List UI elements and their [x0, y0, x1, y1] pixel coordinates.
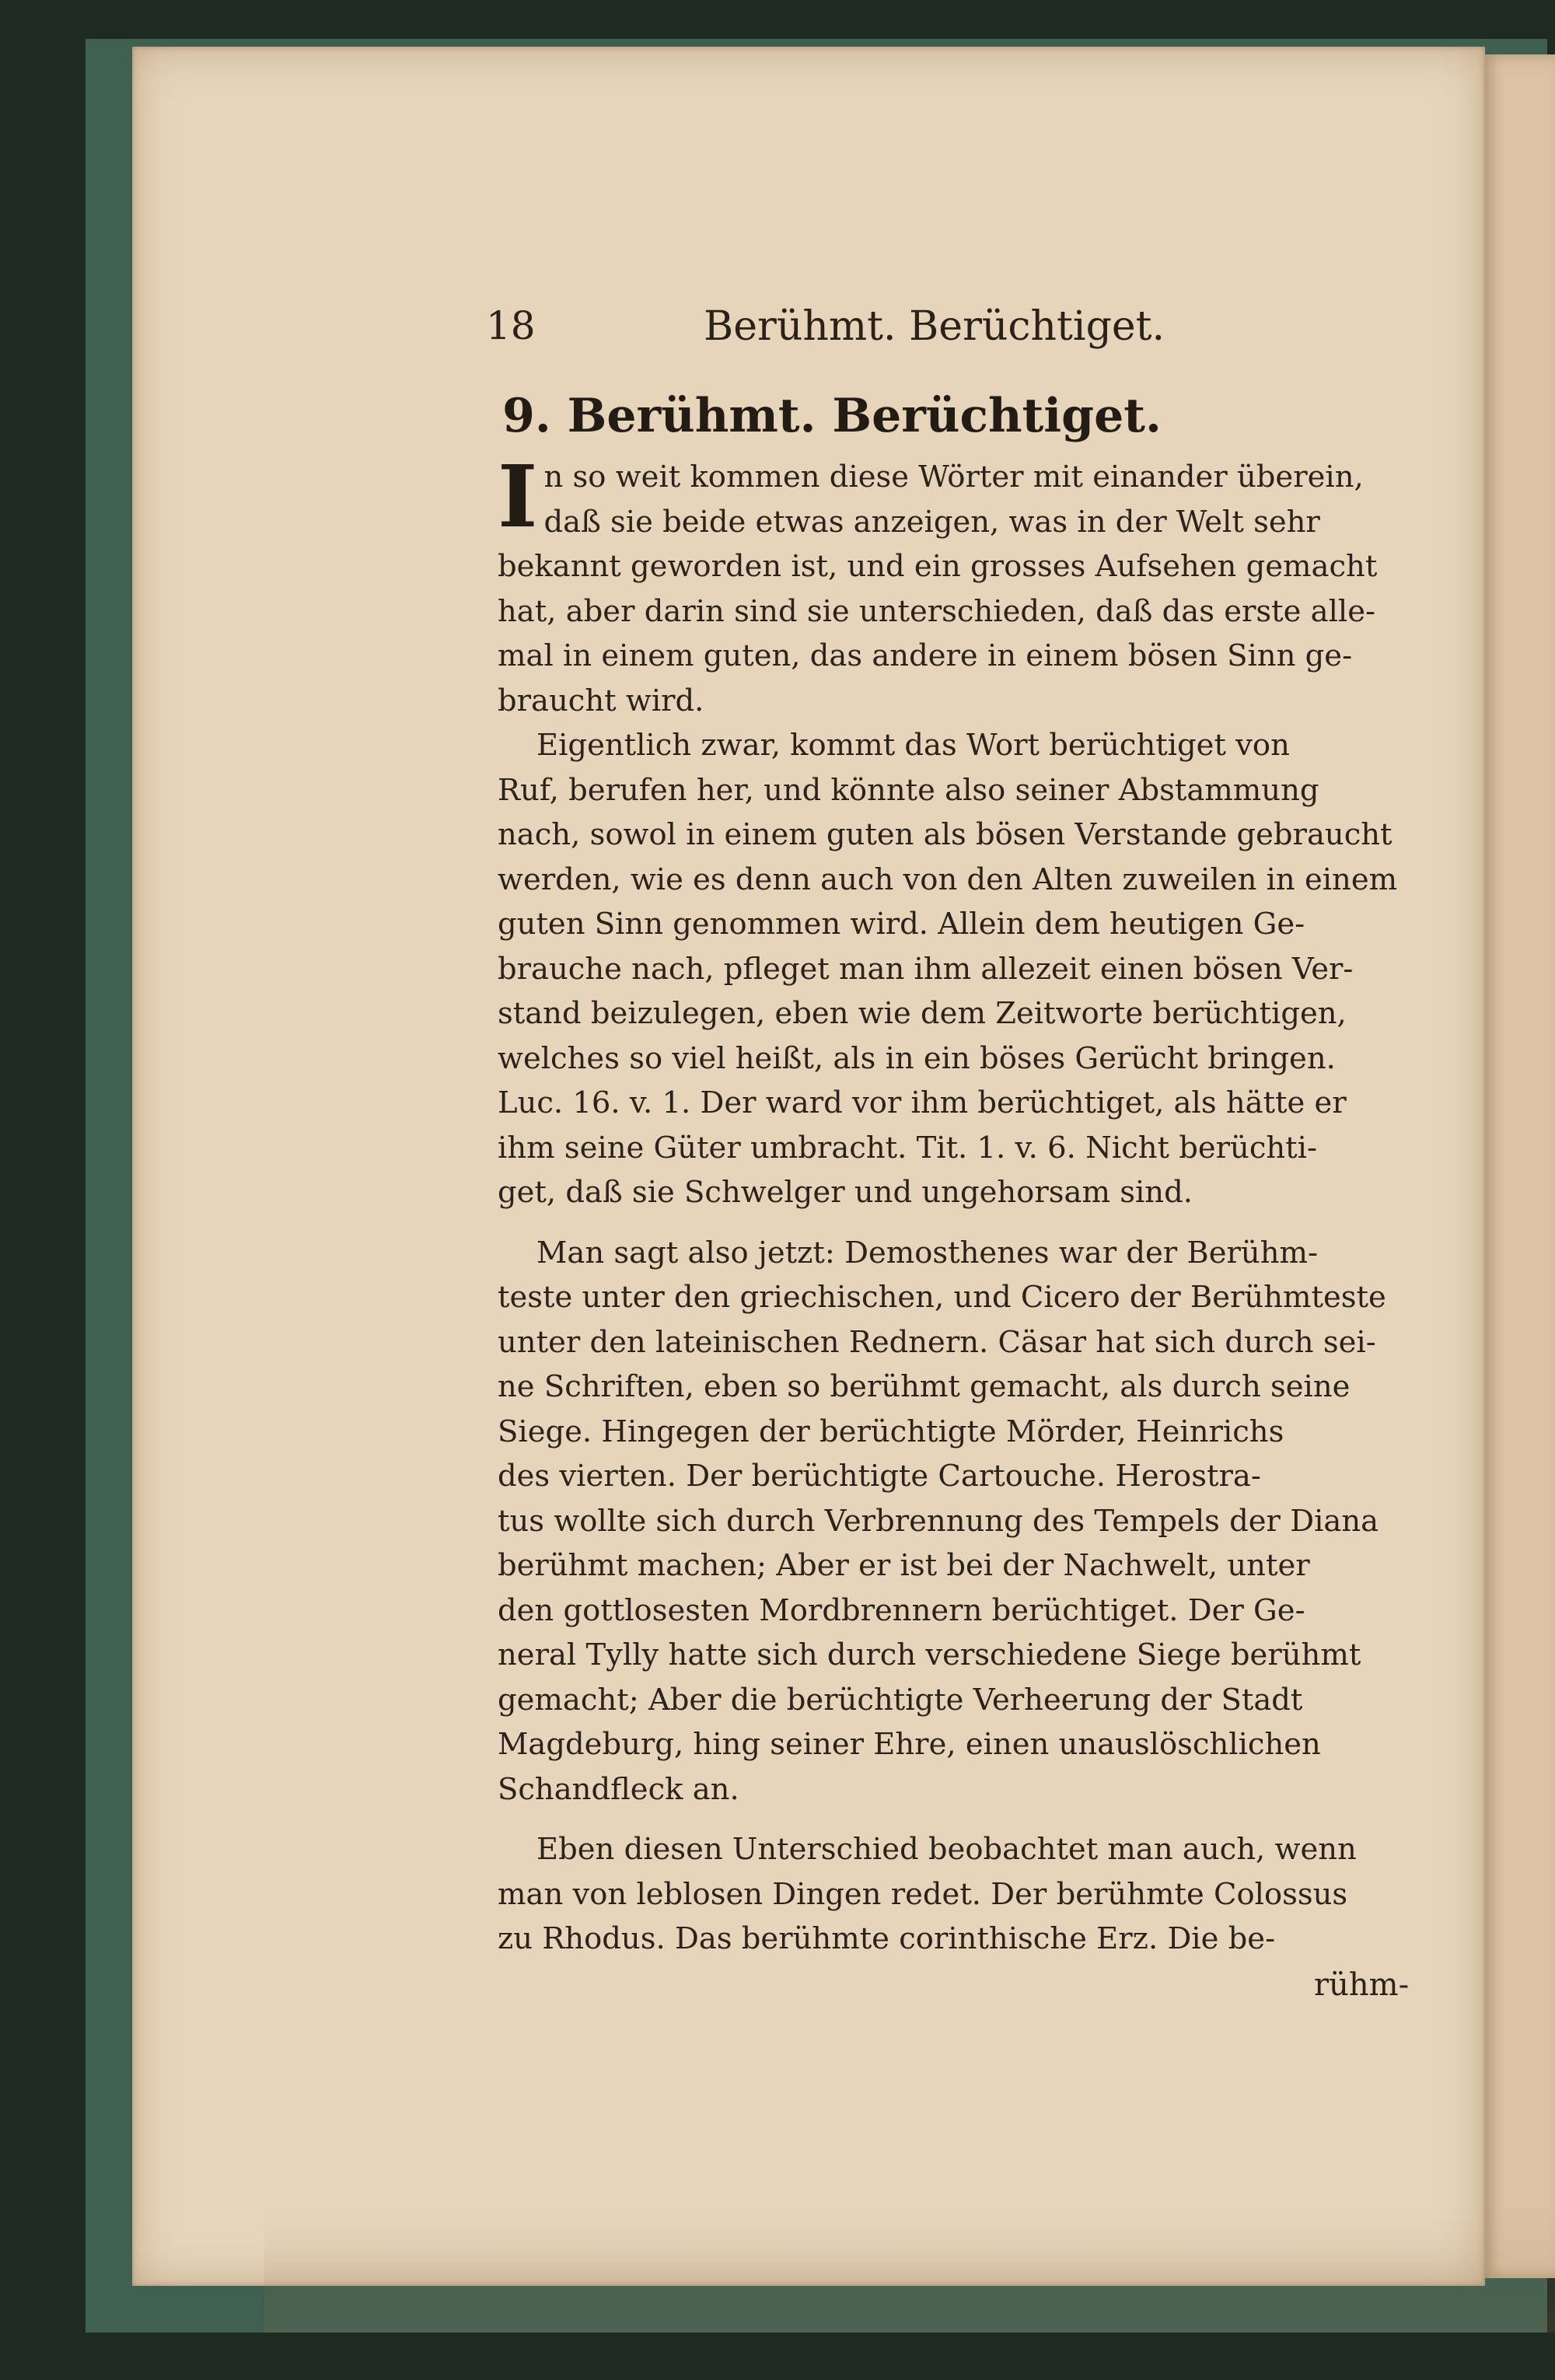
- paragraph-3: [498, 1231, 1485, 1812]
- text-line: nach, sowol in einem guten als bösen Verstande gebraucht: [498, 817, 1393, 852]
- page-bottom-shading: [264, 2208, 1555, 2333]
- paragraph-gap: [498, 1215, 1485, 1231]
- text-line: Siege. Hingegen der berüchtigte Mörder, Heinrichs: [498, 1414, 1284, 1449]
- drop-cap: I: [498, 446, 538, 547]
- text-line: mal in einem guten, das andere in einem bösen Sinn ge-: [498, 638, 1353, 673]
- text-line: den gottlosesten Mordbrennern berüchtiget. Der Ge-: [498, 1592, 1305, 1628]
- page-number: 18: [486, 303, 536, 348]
- text-line: stand beizulegen, eben wie dem Zeitworte berüchtigen,: [498, 996, 1347, 1031]
- paragraph-1: [498, 446, 1485, 723]
- facing-page-edge: [1481, 54, 1555, 2278]
- text-line: braucht wird.: [498, 683, 704, 718]
- paragraph-2: [498, 723, 1485, 1215]
- text-line: guten Sinn genommen wird. Allein dem heutigen Ge-: [498, 907, 1305, 942]
- text-line: Eigentlich zwar, kommt das Wort berüchtiget von: [536, 728, 1290, 763]
- text-line: Schandfleck an.: [498, 1771, 739, 1807]
- text-line: des vierten. Der berüchtigte Cartouche. Herostra-: [498, 1459, 1261, 1494]
- text-line: tus wollte sich durch Verbrennung des Tempels der Diana: [498, 1503, 1379, 1539]
- text-line: hat, aber darin sind sie unterschieden, daß das erste alle-: [498, 593, 1376, 629]
- body-text: [498, 446, 1485, 1962]
- text-line: gemacht; Aber die berüchtigte Verheerung der Stadt: [498, 1682, 1303, 1718]
- text-line: teste unter den griechischen, und Cicero der Berühmteste: [498, 1280, 1386, 1315]
- text-line: daß sie beide etwas anzeigen, was in der Welt sehr: [543, 504, 1320, 540]
- text-line: werden, wie es denn auch von den Alten zuweilen in einem: [498, 861, 1398, 897]
- text-line: bekannt geworden ist, und ein grosses Aufsehen gemacht: [498, 549, 1378, 584]
- text-line: Ruf, berufen her, und könnte also seiner Abstammung: [498, 772, 1319, 808]
- text-line: Magdeburg, hing seiner Ehre, einen unauslöschlichen: [498, 1727, 1321, 1762]
- text-line: n so weit kommen diese Wörter mit einander überein,: [543, 460, 1364, 495]
- text-line: Luc. 16. v. 1. Der ward vor ihm berüchtiget, als hätte er: [498, 1085, 1347, 1120]
- running-title: Berühmt. Berüchtiget.: [704, 303, 1165, 350]
- text-line: man von leblosen Dingen redet. Der berühmte Colossus: [498, 1876, 1348, 1912]
- text-line: Man sagt also jetzt: Demosthenes war der Berühm-: [536, 1235, 1319, 1270]
- running-head: [132, 303, 1485, 365]
- article-title: 9. Berühmt. Berüchtiget.: [502, 389, 1162, 443]
- text-line: unter den lateinischen Rednern. Cäsar hat sich durch sei-: [498, 1324, 1376, 1360]
- text-line: ne Schriften, eben so berühmt gemacht, als durch seine: [498, 1369, 1351, 1404]
- text-line: berühmt machen; Aber er ist bei der Nachwelt, unter: [498, 1548, 1310, 1583]
- text-line: zu Rhodus. Das berühmte corinthische Erz. Die be-: [498, 1921, 1276, 1956]
- paragraph-gap: [498, 1812, 1485, 1827]
- text-line: brauche nach, pfleget man ihm allezeit einen bösen Ver-: [498, 951, 1354, 987]
- text-line: get, daß sie Schwelger und ungehorsam sind.: [498, 1175, 1193, 1210]
- text-line: ihm seine Güter umbracht. Tit. 1. v. 6. Nicht berüchti-: [498, 1130, 1317, 1166]
- book-page: [132, 47, 1485, 2286]
- paragraph-4: [498, 1827, 1485, 1962]
- catchword: rühm-: [1314, 1967, 1410, 2003]
- text-line: welches so viel heißt, als in ein böses Gerücht bringen.: [498, 1040, 1336, 1076]
- text-line: Eben diesen Unterschied beobachtet man auch, wenn: [536, 1832, 1357, 1867]
- text-line: neral Tylly hatte sich durch verschiedene Siege berühmt: [498, 1637, 1361, 1672]
